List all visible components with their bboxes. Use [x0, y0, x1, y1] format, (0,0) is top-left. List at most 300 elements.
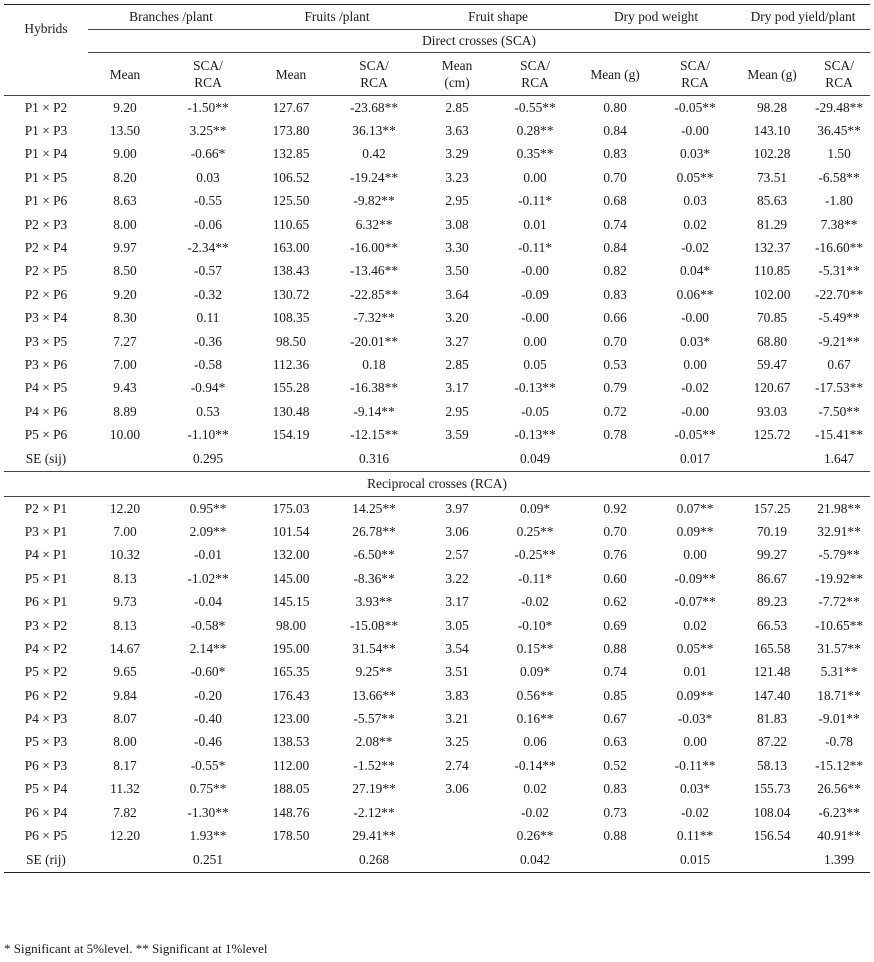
value-cell: 132.00	[272, 547, 310, 563]
hybrid-cell: P2 × P4	[24, 240, 68, 256]
value-cell: 0.07**	[676, 500, 714, 516]
se-label: SE (sij)	[4, 447, 88, 472]
header-line: (cm)	[444, 75, 470, 90]
value-cell: 1.93**	[189, 828, 227, 844]
header-line: RCA	[825, 75, 853, 90]
reciprocal-section-row	[4, 471, 870, 496]
value-cell: 18.71**	[817, 687, 861, 703]
value-cell: 154.19	[272, 427, 310, 443]
table-row	[4, 778, 870, 801]
value-cell: 0.00	[683, 734, 707, 750]
value-cell: 85.63	[756, 193, 788, 209]
value-cell: -0.09	[521, 286, 549, 302]
value-cell: -0.11*	[517, 193, 553, 209]
sca-rca-col-header	[654, 53, 736, 96]
value-cell: 3.25	[445, 734, 469, 750]
value-cell: 3.17	[445, 380, 469, 396]
hybrid-cell: P6 × P1	[24, 594, 68, 610]
results-table	[4, 4, 870, 873]
value-cell: -0.02	[521, 804, 549, 820]
table-row	[4, 661, 870, 684]
value-cell: -9.82**	[353, 193, 395, 209]
value-cell: 173.80	[272, 123, 310, 139]
value-cell: -6.23**	[818, 804, 860, 820]
value-cell: 127.67	[272, 99, 310, 115]
table-row	[4, 400, 870, 423]
value-cell: 7.38**	[820, 216, 858, 232]
value-cell: 5.31**	[820, 664, 858, 680]
value-cell: 0.03*	[679, 146, 711, 162]
value-cell: 0.84	[603, 240, 627, 256]
value-cell: -2.12**	[353, 804, 395, 820]
value-cell: 98.28	[756, 99, 788, 115]
value-cell: 81.29	[756, 216, 788, 232]
value-cell: 68.80	[756, 333, 788, 349]
value-cell: 178.50	[272, 828, 310, 844]
value-cell: 8.13	[113, 570, 137, 586]
value-cell: -17.53**	[815, 380, 864, 396]
value-cell: 3.51	[445, 664, 469, 680]
value-cell: 0.70	[603, 333, 627, 349]
value-cell: -0.02	[521, 594, 549, 610]
hybrid-cell: P5 × P3	[24, 734, 68, 750]
value-cell: -15.41**	[815, 427, 864, 443]
value-cell: 9.20	[113, 286, 137, 302]
value-cell: 3.30	[445, 240, 469, 256]
hybrid-cell: P5 × P2	[24, 664, 68, 680]
header-line: SCA/	[824, 58, 854, 73]
value-cell: -1.50**	[187, 99, 229, 115]
value-cell: 132.37	[753, 240, 791, 256]
se-row	[4, 848, 870, 873]
mean-col-header	[254, 53, 328, 96]
value-cell: 120.67	[753, 380, 791, 396]
value-cell: 0.88	[603, 640, 627, 656]
value-cell: 0.06**	[676, 286, 714, 302]
value-cell: -0.11**	[674, 757, 716, 773]
value-cell: 3.59	[445, 427, 469, 443]
value-cell: -22.85**	[350, 286, 399, 302]
value-cell: 9.84	[113, 687, 137, 703]
value-cell: 6.32**	[355, 216, 393, 232]
value-cell: 0.00	[523, 333, 547, 349]
table-row	[4, 119, 870, 142]
value-cell: 0.11	[196, 310, 220, 326]
value-cell: 0.85	[603, 687, 627, 703]
value-cell: 0.70	[603, 169, 627, 185]
table-row	[4, 801, 870, 824]
hybrid-cell: P4 × P5	[24, 380, 68, 396]
value-cell: 195.00	[272, 640, 310, 656]
value-cell: 21.98**	[817, 500, 861, 516]
hybrid-cell: P5 × P6	[24, 427, 68, 443]
value-cell: -1.30**	[187, 804, 229, 820]
value-cell: 11.32	[110, 781, 140, 797]
value-cell: -19.92**	[815, 570, 864, 586]
hybrid-cell: P4 × P6	[24, 403, 68, 419]
hybrid-cell: P6 × P5	[24, 828, 68, 844]
hybrid-cell: P5 × P1	[24, 570, 68, 586]
header-line: Mean	[441, 58, 473, 73]
value-cell: -0.78	[825, 734, 853, 750]
value-cell: -0.20	[194, 687, 222, 703]
value-cell: 26.78**	[352, 523, 396, 539]
value-cell: -0.05	[521, 403, 549, 419]
value-cell: -0.05**	[674, 99, 716, 115]
value-cell: 9.00	[113, 146, 137, 162]
value-cell: 0.74	[603, 216, 627, 232]
value-cell: 0.09*	[519, 500, 551, 516]
value-cell: 9.73	[113, 594, 137, 610]
value-cell: 31.54**	[352, 640, 396, 656]
value-cell: 7.82	[113, 804, 137, 820]
trait-header: Fruits /plant	[254, 5, 420, 30]
hybrid-cell: P6 × P4	[24, 804, 68, 820]
value-cell: 3.93**	[355, 594, 393, 610]
sca-rca-col-header	[328, 53, 420, 96]
value-cell: 29.41**	[352, 828, 396, 844]
value-cell: 0.67	[827, 356, 851, 372]
se-value: 0.316	[328, 447, 420, 472]
value-cell: 125.72	[753, 427, 791, 443]
value-cell: 9.20	[113, 99, 137, 115]
value-cell: 32.91**	[817, 523, 861, 539]
trait-header: Branches /plant	[88, 5, 254, 30]
value-cell: 0.00	[523, 169, 547, 185]
hybrid-cell: P3 × P6	[24, 356, 68, 372]
table-row	[4, 236, 870, 259]
value-cell: -0.46	[194, 734, 222, 750]
value-cell: 3.50	[445, 263, 469, 279]
table-row	[4, 590, 870, 613]
value-cell: 106.52	[272, 169, 310, 185]
header-line: RCA	[360, 75, 388, 90]
value-cell: -0.11*	[517, 240, 553, 256]
table-row	[4, 330, 870, 353]
value-cell: 0.25**	[516, 523, 554, 539]
table-row	[4, 353, 870, 376]
value-cell: 8.50	[113, 263, 137, 279]
value-cell: 3.17	[445, 594, 469, 610]
value-cell: 31.57**	[817, 640, 861, 656]
table-row	[4, 423, 870, 446]
hybrid-cell: P4 × P1	[24, 547, 68, 563]
value-cell: 138.53	[272, 734, 310, 750]
value-cell: 36.45**	[817, 123, 861, 139]
value-cell: 89.23	[756, 594, 788, 610]
value-cell: 157.25	[753, 500, 791, 516]
hybrid-cell: P6 × P3	[24, 757, 68, 773]
value-cell: 0.53	[603, 356, 627, 372]
value-cell: -0.60*	[190, 664, 226, 680]
value-cell: 112.36	[272, 356, 310, 372]
value-cell: 3.63	[445, 123, 469, 139]
value-cell: -0.58*	[190, 617, 226, 633]
value-cell: 0.03*	[679, 781, 711, 797]
value-cell: -0.06	[194, 216, 222, 232]
trait-header: Dry pod weight	[576, 5, 736, 30]
value-cell: 0.83	[603, 146, 627, 162]
value-cell: 0.18	[362, 356, 386, 372]
value-cell: 0.78	[603, 427, 627, 443]
value-cell: -0.10*	[517, 617, 553, 633]
value-cell: 0.01	[683, 664, 707, 680]
value-cell: 1.50	[827, 146, 851, 162]
value-cell: -1.80	[825, 193, 853, 209]
value-cell: 13.50	[109, 123, 141, 139]
value-cell: 73.51	[756, 169, 788, 185]
table-row	[4, 96, 870, 120]
value-cell: -0.00	[521, 310, 549, 326]
table-row	[4, 213, 870, 236]
value-cell: -0.94*	[190, 380, 226, 396]
value-cell: 145.15	[272, 594, 310, 610]
sca-rca-col-header	[808, 53, 870, 96]
value-cell: 0.73	[603, 804, 627, 820]
direct-crosses-body	[4, 96, 870, 472]
value-cell: 26.56**	[817, 781, 861, 797]
value-cell: 0.09*	[519, 664, 551, 680]
value-cell: -9.21**	[818, 333, 860, 349]
value-cell: 165.58	[753, 640, 791, 656]
value-cell: 3.21	[445, 711, 469, 727]
value-cell: 99.27	[756, 547, 788, 563]
hybrid-cell: P2 × P1	[24, 500, 68, 516]
se-value: 1.647	[808, 447, 870, 472]
value-cell: 0.53	[196, 403, 220, 419]
value-cell: -1.52**	[353, 757, 395, 773]
header-line: RCA	[521, 75, 549, 90]
header-line: Mean (g)	[590, 66, 640, 82]
value-cell: 2.74	[445, 757, 469, 773]
value-cell: 2.08**	[355, 734, 393, 750]
value-cell: -0.14**	[514, 757, 556, 773]
value-cell: -0.05**	[674, 427, 716, 443]
value-cell: 0.63	[603, 734, 627, 750]
value-cell: 0.74	[603, 664, 627, 680]
value-cell	[420, 824, 494, 847]
value-cell: 8.13	[113, 617, 137, 633]
footnote: * Significant at 5%level. ** Significant at 1%level	[4, 941, 268, 956]
trait-header: Fruit shape	[420, 5, 576, 30]
hybrid-cell: P3 × P2	[24, 617, 68, 633]
value-cell: -8.36**	[353, 570, 395, 586]
se-value: 1.399	[808, 848, 870, 873]
value-cell: -2.34**	[187, 240, 229, 256]
value-cell: -5.49**	[818, 310, 860, 326]
value-cell: 87.22	[756, 734, 788, 750]
value-cell: -0.32	[194, 286, 222, 302]
hybrid-cell: P2 × P6	[24, 286, 68, 302]
value-cell: 0.16**	[516, 711, 554, 727]
table-row	[4, 614, 870, 637]
hybrid-cell: P4 × P3	[24, 711, 68, 727]
value-cell: -5.31**	[818, 263, 860, 279]
value-cell: 2.95	[445, 403, 469, 419]
value-cell: 0.75**	[189, 781, 227, 797]
mean-col-header	[576, 53, 654, 96]
value-cell: 3.29	[445, 146, 469, 162]
value-cell: 0.62	[603, 594, 627, 610]
value-cell: 0.82	[603, 263, 627, 279]
sub-header-row	[4, 53, 870, 96]
mean-col-header	[88, 53, 162, 96]
hybrid-cell: P1 × P3	[24, 123, 68, 139]
value-cell: 3.08	[445, 216, 469, 232]
value-cell: 9.25**	[355, 664, 393, 680]
value-cell: 7.27	[113, 333, 137, 349]
direct-section-heading: Direct crosses (SCA)	[88, 30, 870, 53]
value-cell: -0.03*	[677, 711, 713, 727]
value-cell: -7.72**	[818, 594, 860, 610]
value-cell: -0.00	[681, 403, 709, 419]
value-cell: 7.00	[113, 356, 137, 372]
value-cell: 108.04	[753, 804, 791, 820]
value-cell: 3.20	[445, 310, 469, 326]
value-cell: 148.76	[272, 804, 310, 820]
value-cell: 108.35	[272, 310, 310, 326]
table-row	[4, 754, 870, 777]
hybrid-cell: P1 × P6	[24, 193, 68, 209]
value-cell: 0.06	[523, 734, 547, 750]
value-cell: -0.01	[194, 547, 222, 563]
value-cell: 0.26**	[516, 828, 554, 844]
value-cell: 8.00	[113, 216, 137, 232]
value-cell: 14.25**	[352, 500, 396, 516]
value-cell: 3.54	[445, 640, 469, 656]
value-cell: -29.48**	[815, 99, 864, 115]
value-cell: 2.95	[445, 193, 469, 209]
value-cell: 155.73	[753, 781, 791, 797]
value-cell: 0.03	[683, 193, 707, 209]
value-cell: 2.85	[445, 99, 469, 115]
value-cell: -7.32**	[353, 310, 395, 326]
value-cell: 175.03	[272, 500, 310, 516]
value-cell: 0.70	[603, 523, 627, 539]
se-value: 0.049	[494, 447, 576, 472]
value-cell: 3.06	[445, 781, 469, 797]
value-cell: -12.15**	[350, 427, 399, 443]
value-cell: -0.00	[521, 263, 549, 279]
hybrid-cell: P5 × P4	[24, 781, 68, 797]
value-cell: 0.69	[603, 617, 627, 633]
value-cell: -9.14**	[353, 403, 395, 419]
value-cell: -0.02	[681, 804, 709, 820]
value-cell: -20.01**	[350, 333, 399, 349]
value-cell: 98.50	[275, 333, 307, 349]
value-cell: -0.00	[681, 123, 709, 139]
hybrid-cell: P3 × P5	[24, 333, 68, 349]
table-row	[4, 496, 870, 520]
value-cell: 0.04*	[679, 263, 711, 279]
hybrid-cell: P2 × P5	[24, 263, 68, 279]
hybrids-header: Hybrids	[4, 5, 88, 53]
value-cell: 102.00	[753, 286, 791, 302]
value-cell: 0.88	[603, 828, 627, 844]
value-cell: -0.25**	[514, 547, 556, 563]
value-cell: 12.20	[109, 828, 141, 844]
value-cell: 0.60	[603, 570, 627, 586]
value-cell: 0.84	[603, 123, 627, 139]
value-cell: 102.28	[753, 146, 791, 162]
table-header	[4, 5, 870, 96]
value-cell: 0.00	[683, 356, 707, 372]
table-row	[4, 166, 870, 189]
hybrid-cell: P6 × P2	[24, 687, 68, 703]
value-cell: -0.02	[681, 240, 709, 256]
value-cell: -16.60**	[815, 240, 864, 256]
value-cell: -15.12**	[815, 757, 864, 773]
value-cell: 0.95**	[189, 500, 227, 516]
value-cell: 0.05	[523, 356, 547, 372]
value-cell: 0.09**	[676, 687, 714, 703]
value-cell: 14.67	[109, 640, 141, 656]
value-cell: 0.03*	[679, 333, 711, 349]
value-cell: 93.03	[756, 403, 788, 419]
value-cell: 0.28**	[516, 123, 554, 139]
se-label: SE (rij)	[4, 848, 88, 873]
value-cell: -0.40	[194, 711, 222, 727]
value-cell: 2.85	[445, 356, 469, 372]
se-row	[4, 447, 870, 472]
value-cell: -0.36	[194, 333, 222, 349]
value-cell: 3.83	[445, 687, 469, 703]
value-cell: 58.13	[756, 757, 788, 773]
value-cell: -0.09**	[674, 570, 716, 586]
value-cell: -0.55*	[190, 757, 226, 773]
value-cell: 121.48	[753, 664, 791, 680]
value-cell: -15.08**	[350, 617, 399, 633]
sca-rca-col-header	[494, 53, 576, 96]
hybrid-cell: P4 × P2	[24, 640, 68, 656]
value-cell: 0.09**	[676, 523, 714, 539]
value-cell: 0.80	[603, 99, 627, 115]
header-line: SCA/	[193, 58, 223, 73]
table-row	[4, 824, 870, 847]
mean-col-header	[736, 53, 808, 96]
header-line: Mean (g)	[747, 66, 797, 82]
header-line: Mean	[109, 66, 141, 82]
value-cell: 0.83	[603, 781, 627, 797]
value-cell: 81.83	[756, 711, 788, 727]
table-row	[4, 731, 870, 754]
value-cell: 59.47	[756, 356, 788, 372]
table-row	[4, 707, 870, 730]
se-value: 0.295	[162, 447, 254, 472]
hybrid-cell: P1 × P4	[24, 146, 68, 162]
value-cell: -10.65**	[815, 617, 864, 633]
trait-header: Dry pod yield/plant	[736, 5, 870, 30]
value-cell: 123.00	[272, 711, 310, 727]
value-cell: 130.48	[272, 403, 310, 419]
value-cell: 8.89	[113, 403, 137, 419]
value-cell: -0.07**	[674, 594, 716, 610]
value-cell: 0.76	[603, 547, 627, 563]
value-cell: 9.65	[113, 664, 137, 680]
value-cell: -0.04	[194, 594, 222, 610]
value-cell: 0.02	[523, 781, 547, 797]
value-cell: -9.01**	[818, 711, 860, 727]
value-cell: 0.05**	[676, 169, 714, 185]
value-cell: -16.38**	[350, 380, 399, 396]
reciprocal-crosses-body	[4, 471, 870, 872]
value-cell: -16.00**	[350, 240, 399, 256]
value-cell: 3.23	[445, 169, 469, 185]
value-cell: 0.35**	[516, 146, 554, 162]
value-cell: 125.50	[272, 193, 310, 209]
value-cell: 3.06	[445, 523, 469, 539]
header-line: SCA/	[680, 58, 710, 73]
